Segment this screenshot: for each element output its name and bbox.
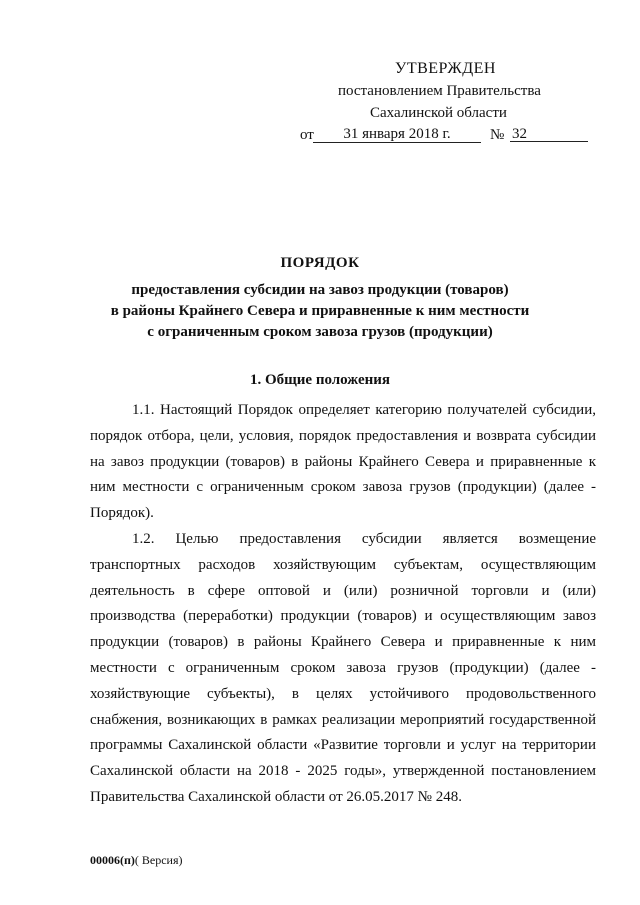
- section-heading: 1. Общие положения: [249, 372, 391, 388]
- document-subtitle-line: в районы Крайнего Севера и приравненные к ним местности: [110, 303, 530, 319]
- document-code: 00006(п): [90, 853, 135, 867]
- document-title: ПОРЯДОК: [280, 255, 360, 271]
- approval-line-3: Сахалинской области: [370, 105, 507, 121]
- approval-date-line: [300, 124, 600, 146]
- paragraph-1-1: 1.1. Настоящий Порядок определяет категорию получателей субсидии, порядок отбора, цели, условия, порядок предоставления и возврата субсидии на завоз продукции (товаров) в районы Крайнего Севера и приравненные к ним местности с ограниченным сроком завоза грузов (продукции) (далее - Порядок).: [90, 402, 596, 522]
- document-version: ( Версия): [134, 853, 183, 867]
- approval-number: 32: [510, 124, 588, 142]
- approval-line-2: постановлением Правительства: [338, 83, 541, 99]
- paragraph-1-2: 1.2. Целью предоставления субсидии является возмещение транспортных расходов хозяйствующим субъектам, осуществляющим деятельность в сфере оптовой и (или) розничной торговли и (или) производства (переработки) продукции (товаров) и осуществляющим завоз продукции (товаров) в районы Крайнего Севера и приравненные к ним местности с ограниченным сроком завоза грузов (продукции) (далее - хозяйствующие субъекты), в целях устойчивого продовольственного снабжения, возникающих в рамках реализации мероприятий государственной программы Сахалинской области «Развитие торговли и услуг на территории Сахалинской области на 2018 - 2025 годы», утвержденной постановлением Правительства Сахалинской области от 26.05.2017 № 248.: [90, 530, 596, 805]
- from-label: от: [300, 127, 314, 143]
- number-label: №: [490, 127, 505, 143]
- document-subtitle-line: с ограниченным сроком завоза грузов (продукции): [147, 324, 493, 340]
- approval-title: УТВЕРЖДЕН: [395, 60, 496, 77]
- document-title-block: [60, 253, 580, 343]
- footer: [90, 853, 183, 868]
- document-subtitle-line: предоставления субсидии на завоз продукции (товаров): [131, 282, 509, 298]
- section-body: [90, 398, 596, 811]
- approval-date: 31 января 2018 г.: [313, 124, 481, 143]
